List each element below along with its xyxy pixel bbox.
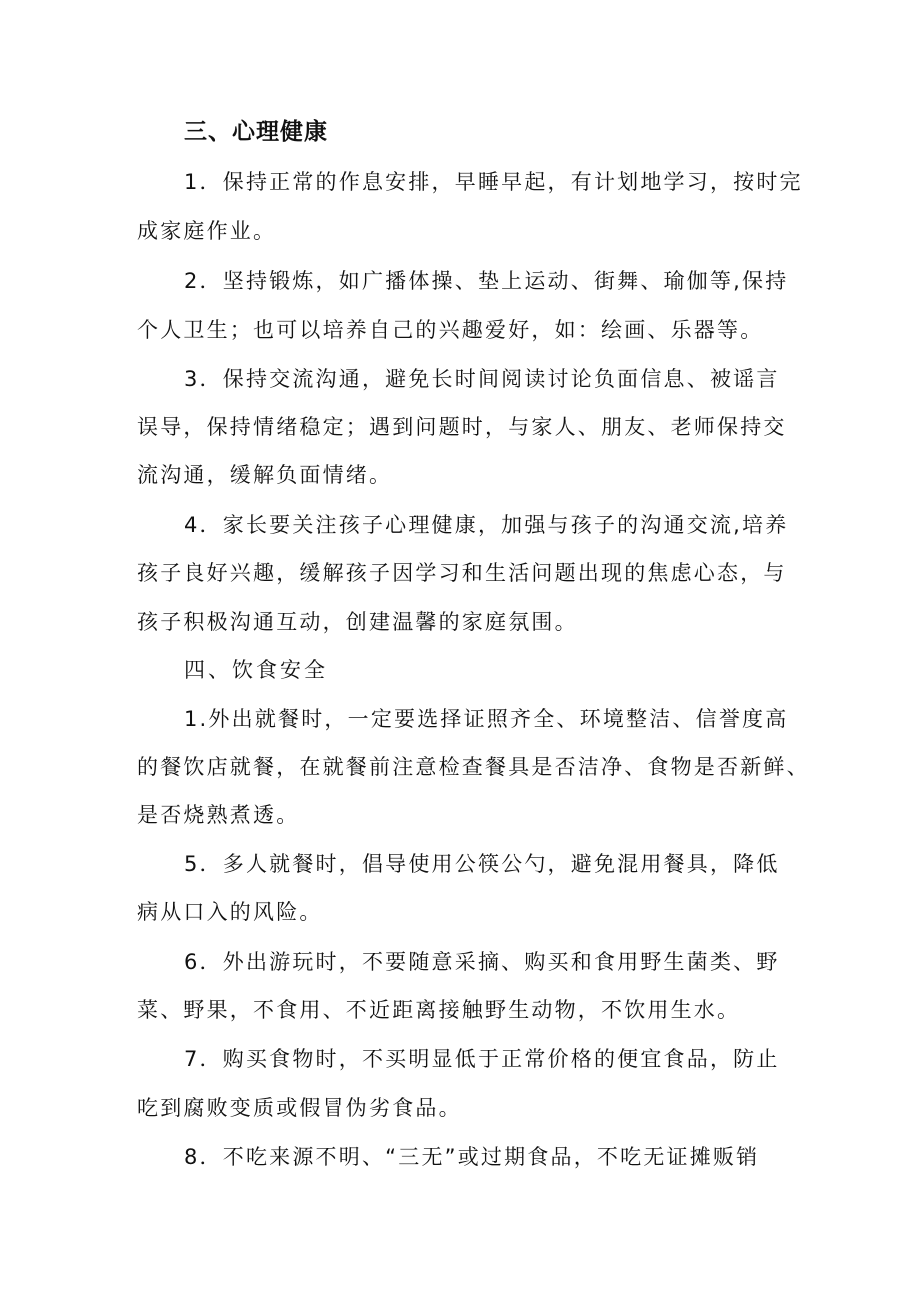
paragraph-line: 个人卫生；也可以培养自己的兴趣爱好，如：绘画、乐器等。 <box>137 318 764 342</box>
paragraph-line: 6．外出游玩时，不要随意采摘、购买和食用野生菌类、野 <box>184 950 780 974</box>
paragraph-line: 孩子良好兴趣，缓解孩子因学习和生活问题出现的焦虑心态，与 <box>137 561 787 585</box>
paragraph-line: 是否烧熟煮透。 <box>137 803 300 827</box>
paragraph-line: 8．不吃来源不明、“三无”或过期食品，不吃无证摊贩销 <box>184 1145 760 1169</box>
section-heading-mental-health: 三、心理健康 <box>184 119 328 145</box>
paragraph-line: 2．坚持锻炼，如广播体操、垫上运动、街舞、瑜伽等,保持 <box>184 269 789 293</box>
paragraph-line: 7．购买食物时，不买明显低于正常价格的便宜食品，防止 <box>184 1047 780 1071</box>
paragraph-line: 1.外出就餐时，一定要选择证照齐全、环境整洁、信誉度高 <box>184 707 789 731</box>
paragraph-line: 误导，保持情绪稳定；遇到问题时，与家人、朋友、老师保持交 <box>137 415 787 439</box>
paragraph-line: 吃到腐败变质或假冒伪劣食品。 <box>137 1096 462 1120</box>
section-heading-food-safety: 四、饮食安全 <box>184 658 328 682</box>
paragraph-line: 的餐饮店就餐，在就餐前注意检查餐具是否洁净、食物是否新鲜、 <box>137 755 810 779</box>
paragraph-line: 1．保持正常的作息安排，早睡早起，有计划地学习，按时完 <box>184 170 803 194</box>
paragraph-line: 3．保持交流沟通，避免长时间阅读讨论负面信息、被谣言 <box>184 367 780 391</box>
paragraph-line: 成家庭作业。 <box>137 219 277 243</box>
paragraph-line: 流沟通，缓解负面情绪。 <box>137 463 393 487</box>
paragraph-line: 病从口入的风险。 <box>137 900 323 924</box>
paragraph-line: 4．家长要关注孩子心理健康，加强与孩子的沟通交流,培养 <box>184 513 789 537</box>
paragraph-line: 孩子积极沟通互动，创建温馨的家庭氛围。 <box>137 610 578 634</box>
paragraph-line: 5．多人就餐时，倡导使用公筷公勺，避免混用餐具，降低 <box>184 852 780 876</box>
paragraph-line: 菜、野果，不食用、不近距离接触野生动物，不饮用生水。 <box>137 998 741 1022</box>
